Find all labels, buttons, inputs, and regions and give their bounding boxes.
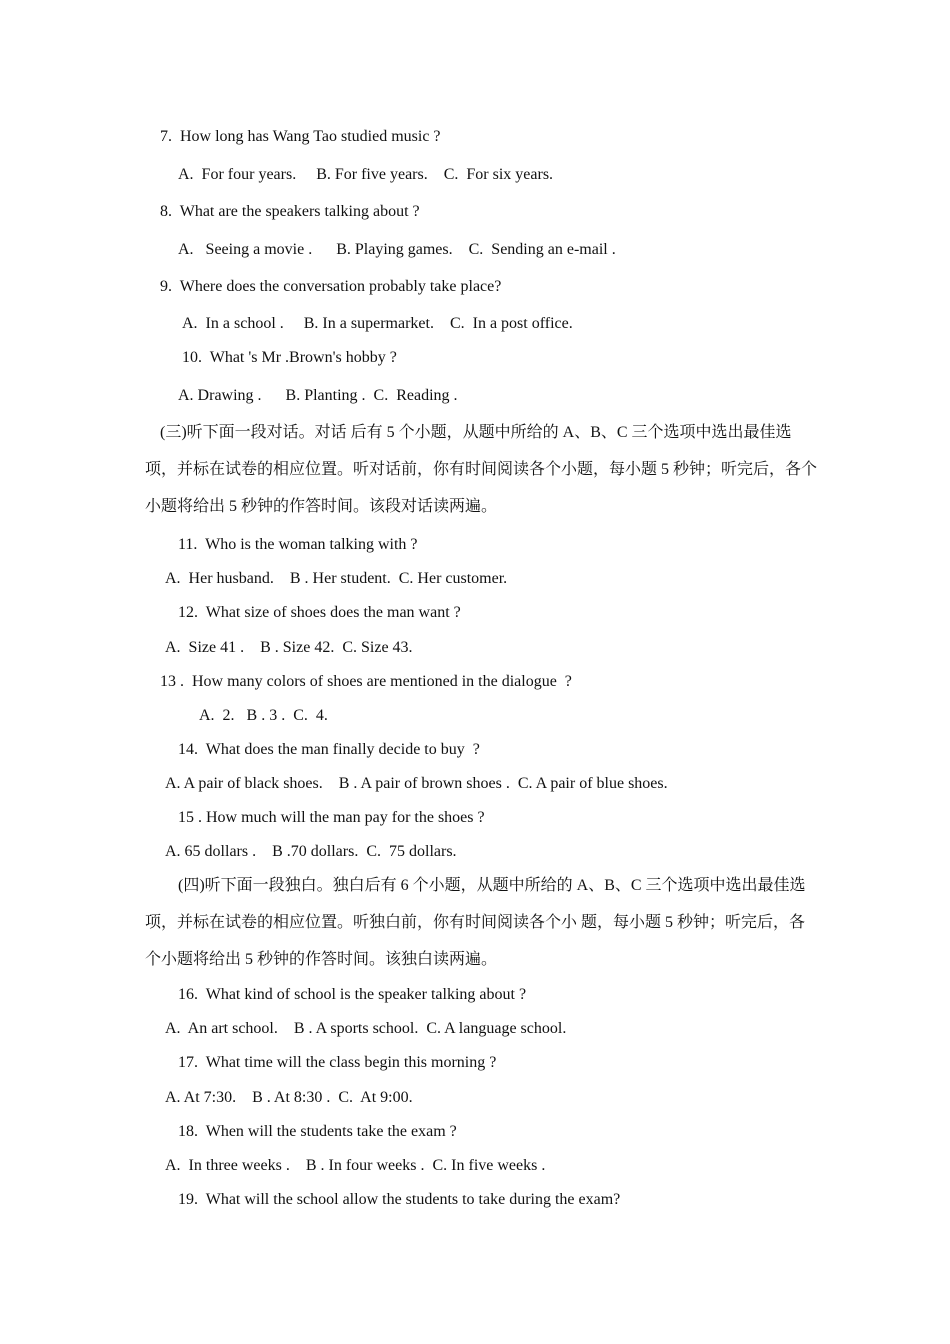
options-12: A. Size 41 . B . Size 42. C. Size 43. xyxy=(165,639,413,656)
question-10: 10. What 's Mr .Brown's hobby ? xyxy=(182,349,397,366)
section-4-instruction-line-3: 个小题将给出 5 秒钟的作答时间。该独白读两遍。 xyxy=(145,951,498,968)
question-14: 14. What does the man finally decide to buy ? xyxy=(178,741,480,758)
options-17: A. At 7:30. B . At 8:30 . C. At 9:00. xyxy=(165,1089,413,1106)
options-7: A. For four years. B. For five years. C. For six years. xyxy=(178,166,554,183)
section-4-instruction-line-2: 项，并标在试卷的相应位置。听独白前，你有时间阅读各个小 题，每小题 5 秒钟；听完后，各 xyxy=(145,914,806,931)
question-19: 19. What will the school allow the students to take during the exam? xyxy=(178,1191,621,1208)
section-3-instruction-line-3: 小题将给出 5 秒钟的作答时间。该段对话读两遍。 xyxy=(145,498,498,515)
options-18: A. In three weeks . B . In four weeks . C. In five weeks . xyxy=(165,1157,546,1174)
question-9: 9. Where does the conversation probably take place? xyxy=(160,278,502,295)
options-16: A. An art school. B . A sports school. C. A language school. xyxy=(165,1020,567,1037)
question-11: 11. Who is the woman talking with ? xyxy=(178,536,418,553)
options-11: A. Her husband. B . Her student. C. Her customer. xyxy=(165,570,508,587)
question-12: 12. What size of shoes does the man want ? xyxy=(178,604,461,621)
options-14: A. A pair of black shoes. B . A pair of brown shoes . C. A pair of blue shoes. xyxy=(165,775,668,792)
question-8: 8. What are the speakers talking about ? xyxy=(160,203,420,220)
question-15: 15 . How much will the man pay for the shoes ? xyxy=(178,809,485,826)
options-8: A. Seeing a movie . B. Playing games. C. Sending an e-mail . xyxy=(178,241,616,258)
question-16: 16. What kind of school is the speaker talking about ? xyxy=(178,986,527,1003)
question-13: 13 . How many colors of shoes are mentioned in the dialogue ? xyxy=(160,673,572,690)
section-3-instruction-line-1: (三)听下面一段对话。对话 后有 5 个小题，从题中所给的 A、B、C 三个选项中选出最佳选 xyxy=(160,424,792,441)
options-13: A. 2. B . 3 . C. 4. xyxy=(199,707,328,724)
question-18: 18. When will the students take the exam ? xyxy=(178,1123,457,1140)
section-3-instruction-line-2: 项，并标在试卷的相应位置。听对话前，你有时间阅读各个小题，每小题 5 秒钟；听完后，各个 xyxy=(145,461,818,478)
question-17: 17. What time will the class begin this morning ? xyxy=(178,1054,497,1071)
section-4-instruction-line-1: (四)听下面一段独白。独白后有 6 个小题，从题中所给的 A、B、C 三个选项中选出最佳选 xyxy=(178,877,806,894)
options-10: A. Drawing . B. Planting . C. Reading . xyxy=(178,387,458,404)
options-15: A. 65 dollars . B .70 dollars. C. 75 dollars. xyxy=(165,843,457,860)
question-7: 7. How long has Wang Tao studied music ? xyxy=(160,128,441,145)
options-9: A. In a school . B. In a supermarket. C. In a post office. xyxy=(182,315,573,332)
